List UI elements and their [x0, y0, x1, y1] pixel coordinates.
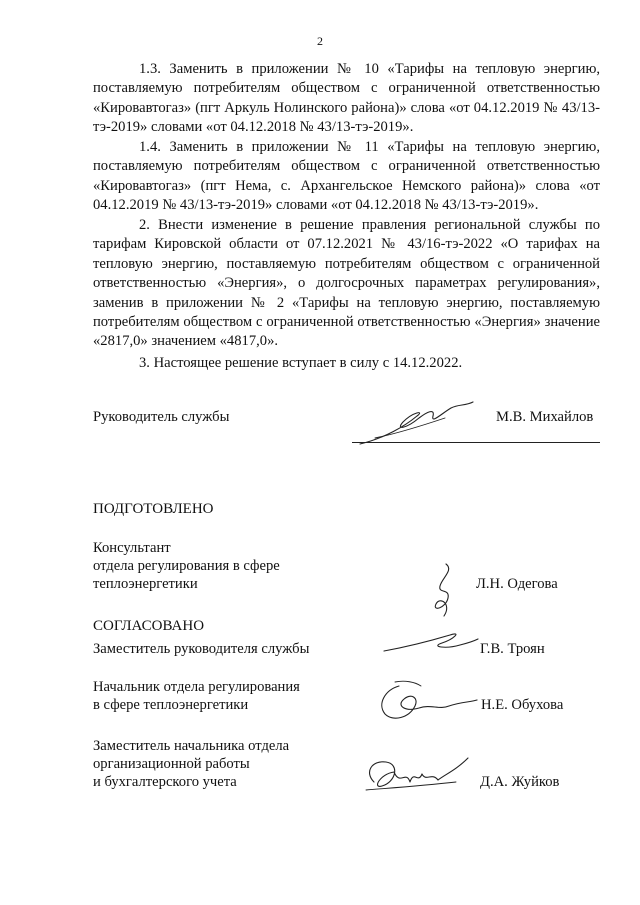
- signer-2-signature-image: [375, 676, 480, 724]
- signer-3-title-line-3: и бухгалтерского учета: [93, 774, 237, 790]
- signer-1-name: Г.В. Троян: [480, 641, 545, 657]
- head-name: М.В. Михайлов: [496, 409, 594, 425]
- signer-2-title-line-2: в сфере теплоэнергетики: [93, 697, 249, 713]
- signer-3-title-line-2: организационной работы: [93, 756, 250, 772]
- signer-3-signature-image: [360, 752, 475, 800]
- signer-2-title-line-1: Начальник отдела регулирования: [93, 679, 300, 695]
- prepared-signature-image: [420, 560, 470, 620]
- signer-3-name: Д.А. Жуйков: [480, 774, 560, 790]
- paragraph-1-3: 1.3. Заменить в приложении № 10 «Тарифы на тепловую энергию, поставляемую потребителям обществом с ограниченной ответственностью «Кировавтогаз» (пгт Аркуль Нолинского района)» слова «от 04.12.2019 № 43/13-тэ-2019» словами «от 04.12.2018 № 43/13-тэ-2019».: [93, 61, 600, 136]
- prepared-name: Л.Н. Одегова: [476, 576, 558, 592]
- paragraph-1-4: 1.4. Заменить в приложении № 11 «Тарифы на тепловую энергию, поставляемую потребителям обществом с ограниченной ответственностью «Кировавтогаз» (пгт Нема, с. Архангельское Немского района)» слова «от 04.12.2019 № 43/13-тэ-2019» словами «от 04.12.2018 № 43/13-тэ-2019».: [93, 139, 600, 214]
- prepared-title-line-2: отдела регулирования в сфере: [93, 558, 280, 574]
- page-number: 2: [317, 34, 323, 48]
- signer-3-title-line-1: Заместитель начальника отдела: [93, 738, 290, 754]
- signer-2-name: Н.Е. Обухова: [481, 697, 564, 713]
- head-title: Руководитель службы: [93, 409, 230, 425]
- signer-1-signature-image: [380, 625, 480, 665]
- paragraph-3: 3. Настоящее решение вступает в силу с 14.12.2022.: [139, 355, 463, 371]
- paragraph-2: 2. Внести изменение в решение правления региональной службы по тарифам Кировской области от 07.12.2021 № 43/16-тэ-2022 «О тарифах на тепловую энергию, поставляемую потребителям обществом с ограниченной ответственностью «Энергия», о долгосрочных параметрах регулирования», заменив в приложении № 2 «Тарифы на тепловую энергию, поставляемую потребителям обществом с ограниченной ответственностью «Энергия» значение «2817,0» значением «4817,0».: [93, 217, 600, 350]
- prepared-title-line-3: теплоэнергетики: [93, 576, 198, 592]
- signer-1-title: Заместитель руководителя службы: [93, 641, 310, 657]
- approved-heading: СОГЛАСОВАНО: [93, 618, 205, 634]
- prepared-title-line-1: Консультант: [93, 540, 171, 556]
- prepared-heading: ПОДГОТОВЛЕНО: [93, 501, 214, 517]
- head-signature-image: [355, 398, 485, 448]
